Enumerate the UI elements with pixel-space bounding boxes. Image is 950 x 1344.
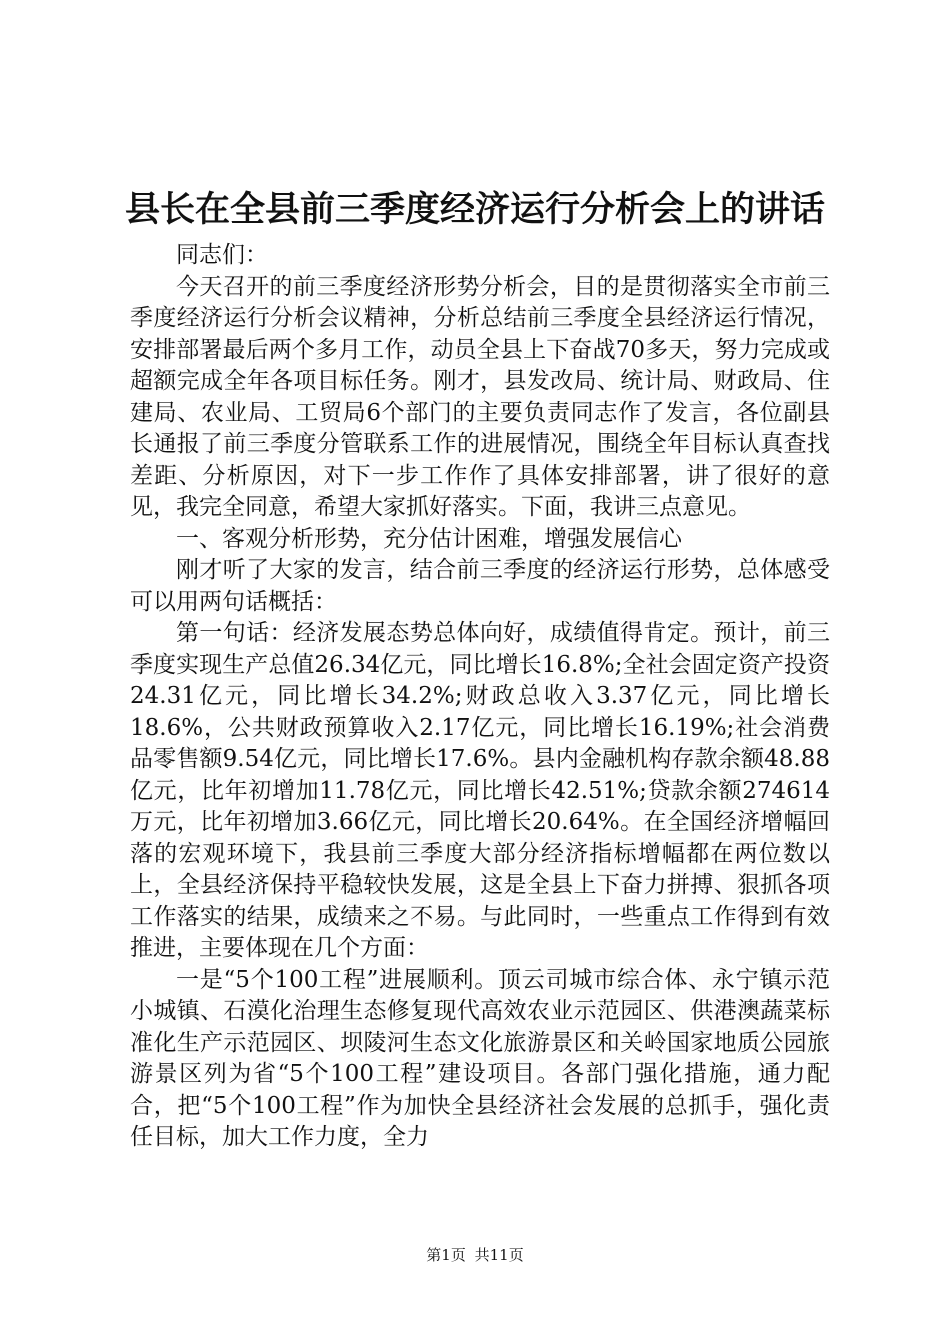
page-footer: [0, 1245, 950, 1265]
page-total: 共11页: [474, 1246, 524, 1264]
body-paragraph: 第一句话：经济发展态势总体向好，成绩值得肯定。预计，前三季度实现生产总值26.34亿元，同比增长16.8%;全社会固定资产投资24.31亿元，同比增长34.2%;财政总收入3.37亿元，同比增长18.6%，公共财政预算收入2.17亿元，同比增长16.19%;社会消费品零售额9.54亿元，同比增长17.6%。县内金融机构存款余额48.88亿元，比年初增加11.78亿元，同比增长42.51%;贷款余额274614万元，比年初增加3.66亿元，同比增长20.64%。在全国经济增幅回落的宏观环境下，我县前三季度大部分经济指标增幅都在两位数以上，全县经济保持平稳较快发展，这是全县上下奋力拼搏、狠抓各项工作落实的结果，成绩来之不易。与此同时，一些重点工作得到有效推进，主要体现在几个方面：: [130, 620, 830, 961]
body-paragraph: 刚才听了大家的发言，结合前三季度的经济运行形势，总体感受可以用两句话概括：: [130, 557, 830, 615]
document-title: 县长在全县前三季度经济运行分析会上的讲话: [124, 189, 825, 230]
document-body: [130, 240, 830, 1154]
body-paragraph: 一是“5个100工程”进展顺利。顶云司城市综合体、永宁镇示范小城镇、石漠化治理生态修复现代高效农业示范园区、供港澳蔬菜标准化生产示范园区、坝陵河生态文化旅游景区和关岭国家地质公园旅游景区列为省“5个100工程”建设项目。各部门强化措施，通力配合，把“5个100工程”作为加快全县经济社会发展的总抓手，强化责任目标，加大工作力度，全力: [130, 966, 830, 1150]
page-number: 第1页: [426, 1246, 466, 1264]
section-heading: 一、客观分析形势，充分估计困难，增强发展信心: [176, 525, 682, 552]
intro-paragraph: 今天召开的前三季度经济形势分析会，目的是贯彻落实全市前三季度经济运行分析会议精神，分析总结前三季度全县经济运行情况，安排部署最后两个多月工作，动员全县上下奋战70多天，努力完成或超额完成全年各项目标任务。刚才，县发改局、统计局、财政局、住建局、农业局、工贸局6个部门的主要负责同志作了发言，各位副县长通报了前三季度分管联系工作的进展情况，围绕全年目标认真查找差距、分析原因，对下一步工作作了具体安排部署，讲了很好的意见，我完全同意，希望大家抓好落实。下面，我讲三点意见。: [130, 273, 830, 520]
salutation-paragraph: 同志们：: [176, 242, 268, 268]
